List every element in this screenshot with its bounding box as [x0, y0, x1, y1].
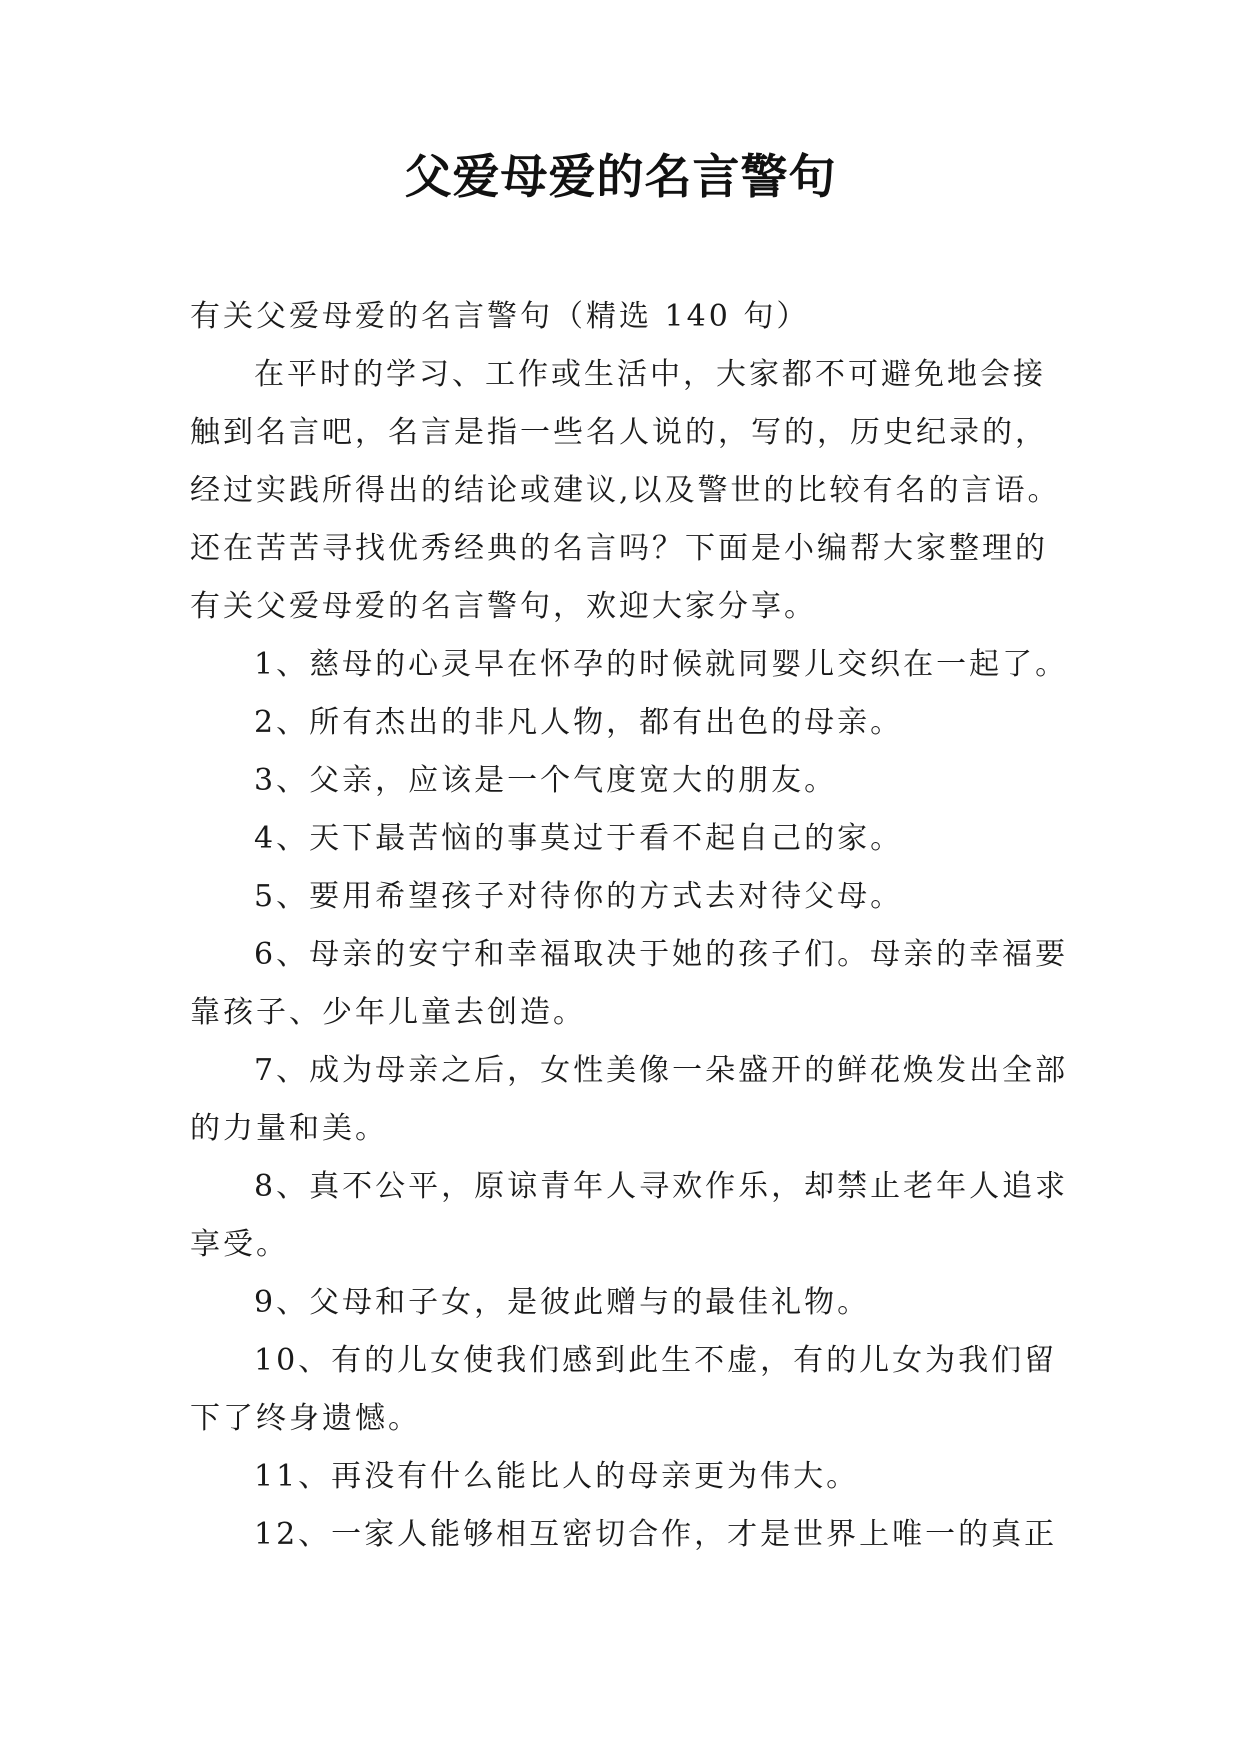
document-body	[190, 288, 1070, 1564]
quote-item: 7、成为母亲之后，女性美像一朵盛开的鲜花焕发出全部的力量和美。	[190, 1053, 1069, 1146]
quote-item: 12、一家人能够相互密切合作，才是世界上唯一的真正	[254, 1517, 1058, 1552]
quote-item: 8、真不公平，原谅青年人寻欢作乐，却禁止老年人追求享受。	[190, 1169, 1069, 1262]
quote-item: 5、要用希望孩子对待你的方式去对待父母。	[254, 879, 904, 914]
intro-paragraph: 在平时的学习、工作或生活中，大家都不可避免地会接触到名言吧，名言是指一些名人说的，写的，历史纪录的，经过实践所得出的结论或建议,以及警世的比较有名的言语。还在苦苦寻找优秀经典的名言吗？下面是小编帮大家整理的有关父爱母爱的名言警句，欢迎大家分享。	[190, 357, 1061, 624]
quote-item: 2、所有杰出的非凡人物，都有出色的母亲。	[254, 705, 904, 740]
quote-item: 6、母亲的安宁和幸福取决于她的孩子们。母亲的幸福要靠孩子、少年儿童去创造。	[190, 937, 1069, 1030]
quote-item: 9、父母和子女，是彼此赠与的最佳礼物。	[254, 1285, 871, 1320]
page-title: 父爱母爱的名言警句	[404, 150, 837, 205]
document-subtitle: 有关父爱母爱的名言警句（精选 140 句）	[190, 299, 810, 334]
quote-item: 1、慈母的心灵早在怀孕的时候就同婴儿交织在一起了。	[254, 647, 1069, 682]
quote-item: 10、有的儿女使我们感到此生不虚，有的儿女为我们留下了终身遗憾。	[190, 1343, 1058, 1436]
quote-item: 11、再没有什么能比人的母亲更为伟大。	[254, 1459, 860, 1494]
quote-item: 4、天下最苦恼的事莫过于看不起自己的家。	[254, 821, 904, 856]
quote-item: 3、父亲，应该是一个气度宽大的朋友。	[254, 763, 838, 798]
